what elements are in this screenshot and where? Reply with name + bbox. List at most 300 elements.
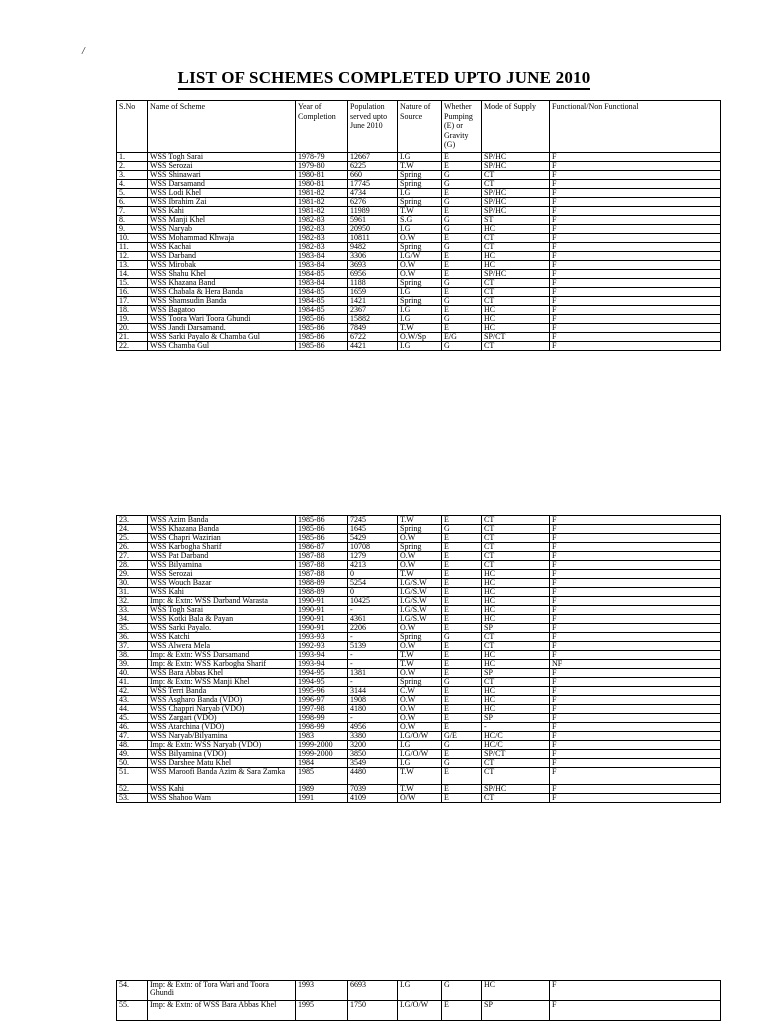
cell-mode: HC (482, 615, 550, 624)
cell-pumping: G (442, 297, 482, 306)
cell-functional: F (550, 579, 721, 588)
cell-name: WSS Darband (148, 252, 296, 261)
cell-pumping: E (442, 642, 482, 651)
cell-source: I.G (398, 153, 442, 162)
table-row (117, 741, 721, 750)
cell-year: 1996-97 (296, 696, 348, 705)
table-row (117, 207, 721, 216)
cell-source: Spring (398, 198, 442, 207)
cell-functional: F (550, 162, 721, 171)
cell-source: O.W (398, 234, 442, 243)
cell-functional: NF (550, 660, 721, 669)
cell-pumping: G (442, 225, 482, 234)
cell-sno: 5. (117, 189, 148, 198)
cell-source: T.W (398, 324, 442, 333)
cell-mode: SP (482, 1001, 550, 1021)
cell-source: I.G/S.W (398, 579, 442, 588)
cell-name: WSS Azim Banda (148, 516, 296, 525)
cell-year: 1985-86 (296, 525, 348, 534)
cell-population: 3693 (348, 261, 398, 270)
table-row (117, 570, 721, 579)
cell-sno: 25. (117, 534, 148, 543)
cell-source: I.G/S.W (398, 606, 442, 615)
cell-name: WSS Mirobak (148, 261, 296, 270)
cell-mode: CT (482, 525, 550, 534)
cell-name: WSS Zargari (VDO) (148, 714, 296, 723)
cell-population: 6276 (348, 198, 398, 207)
cell-mode: HC/C (482, 732, 550, 741)
cell-mode: HC (482, 306, 550, 315)
cell-sno: 30. (117, 579, 148, 588)
cell-population: 4180 (348, 705, 398, 714)
cell-year: 1984-85 (296, 297, 348, 306)
cell-year: 1981-82 (296, 207, 348, 216)
cell-source: S.G (398, 216, 442, 225)
cell-pumping: E (442, 570, 482, 579)
cell-name: Imp: & Extn: WSS Naryab (VDO) (148, 741, 296, 750)
cell-sno: 35. (117, 624, 148, 633)
cell-pumping: E (442, 687, 482, 696)
cell-pumping: E (442, 615, 482, 624)
cell-functional: F (550, 153, 721, 162)
cell-source: I.G (398, 741, 442, 750)
cell-mode: CT (482, 243, 550, 252)
table-row (117, 171, 721, 180)
cell-pumping: E (442, 696, 482, 705)
cell-mode: SP/CT (482, 333, 550, 342)
cell-year: 1988-89 (296, 588, 348, 597)
cell-pumping: E (442, 189, 482, 198)
cell-pumping: G (442, 342, 482, 351)
cell-pumping: E (442, 794, 482, 803)
cell-population: 4421 (348, 342, 398, 351)
cell-pumping: E (442, 750, 482, 759)
cell-year: 1983-84 (296, 261, 348, 270)
cell-population: 6693 (348, 981, 398, 1001)
cell-year: 1993-93 (296, 633, 348, 642)
cell-mode: HC (482, 705, 550, 714)
cell-year: 1993-94 (296, 651, 348, 660)
cell-mode: HC (482, 696, 550, 705)
table-row (117, 768, 721, 785)
cell-functional: F (550, 642, 721, 651)
cell-functional: F (550, 225, 721, 234)
cell-functional: F (550, 615, 721, 624)
table-row (117, 270, 721, 279)
cell-pumping: E (442, 306, 482, 315)
cell-sno: 9. (117, 225, 148, 234)
cell-sno: 14. (117, 270, 148, 279)
cell-year: 1990-91 (296, 597, 348, 606)
cell-year: 1994-95 (296, 669, 348, 678)
cell-mode: SP/HC (482, 189, 550, 198)
cell-population: 7849 (348, 324, 398, 333)
cell-source: T.W (398, 207, 442, 216)
cell-pumping: G (442, 180, 482, 189)
table-row (117, 714, 721, 723)
cell-name: WSS Bilyamina (VDO) (148, 750, 296, 759)
cell-name: WSS Darsamand (148, 180, 296, 189)
cell-population: 11989 (348, 207, 398, 216)
cell-pumping: E (442, 579, 482, 588)
cell-population: 10811 (348, 234, 398, 243)
table-row (117, 794, 721, 803)
cell-population: 5961 (348, 216, 398, 225)
cell-name: WSS Kahi (148, 588, 296, 597)
cell-mode: CT (482, 171, 550, 180)
header-functional: Functional/Non Functional (550, 101, 721, 153)
cell-sno: 2. (117, 162, 148, 171)
cell-functional: F (550, 525, 721, 534)
cell-year: 1987-88 (296, 570, 348, 579)
cell-source: Spring (398, 543, 442, 552)
cell-sno: 24. (117, 525, 148, 534)
cell-functional: F (550, 534, 721, 543)
cell-source: O.W (398, 669, 442, 678)
cell-population: 3549 (348, 759, 398, 768)
cell-source: I.G (398, 306, 442, 315)
cell-population: 2367 (348, 306, 398, 315)
table-row (117, 252, 721, 261)
cell-functional: F (550, 624, 721, 633)
cell-mode: HC (482, 687, 550, 696)
cell-source: O.W (398, 261, 442, 270)
cell-mode: HC (482, 651, 550, 660)
table-row (117, 189, 721, 198)
cell-sno: 6. (117, 198, 148, 207)
cell-name: WSS Lodi Khel (148, 189, 296, 198)
cell-mode: HC (482, 981, 550, 1001)
cell-year: 1986-87 (296, 543, 348, 552)
cell-sno: 42. (117, 687, 148, 696)
table-row (117, 216, 721, 225)
cell-mode: CT (482, 642, 550, 651)
cell-sno: 7. (117, 207, 148, 216)
cell-source: I.G (398, 342, 442, 351)
cell-functional: F (550, 261, 721, 270)
cell-mode: SP (482, 624, 550, 633)
cell-pumping: G (442, 741, 482, 750)
cell-mode: SP/HC (482, 207, 550, 216)
table-row (117, 261, 721, 270)
cell-source: T.W (398, 162, 442, 171)
header-name: Name of Scheme (148, 101, 296, 153)
cell-year: 1993 (296, 981, 348, 1001)
cell-mode: HC (482, 606, 550, 615)
cell-name: Imp: & Extn: of WSS Bara Abbas Khel (148, 1001, 296, 1021)
cell-pumping: G (442, 981, 482, 1001)
cell-functional: F (550, 207, 721, 216)
cell-sno: 48. (117, 741, 148, 750)
cell-functional: F (550, 785, 721, 794)
cell-mode: CT (482, 180, 550, 189)
cell-pumping: E (442, 1001, 482, 1021)
cell-name: WSS Karbogha Sharif (148, 543, 296, 552)
cell-source: O/W (398, 794, 442, 803)
cell-name: Imp: & Extn: WSS Manji Khel (148, 678, 296, 687)
cell-name: WSS Alwera Mela (148, 642, 296, 651)
cell-functional: F (550, 543, 721, 552)
cell-name: WSS Togh Sarai (148, 153, 296, 162)
table-row (117, 705, 721, 714)
cell-population: 9482 (348, 243, 398, 252)
cell-pumping: E (442, 597, 482, 606)
cell-population: 1421 (348, 297, 398, 306)
cell-name: WSS Chappri Naryab (VDO) (148, 705, 296, 714)
cell-pumping: G (442, 759, 482, 768)
cell-year: 1990-91 (296, 615, 348, 624)
cell-pumping: E (442, 270, 482, 279)
table-row (117, 633, 721, 642)
cell-sno: 45. (117, 714, 148, 723)
cell-pumping: E (442, 768, 482, 785)
cell-population: 660 (348, 171, 398, 180)
cell-year: 1999-2000 (296, 741, 348, 750)
cell-sno: 23. (117, 516, 148, 525)
cell-functional: F (550, 279, 721, 288)
header-sno: S.No (117, 101, 148, 153)
cell-name: WSS Katchi (148, 633, 296, 642)
cell-name: WSS Shahu Khel (148, 270, 296, 279)
cell-mode: SP/HC (482, 153, 550, 162)
cell-source: T.W (398, 785, 442, 794)
cell-functional: F (550, 1001, 721, 1021)
cell-functional: F (550, 297, 721, 306)
cell-sno: 28. (117, 561, 148, 570)
cell-functional: F (550, 981, 721, 1001)
cell-functional: F (550, 588, 721, 597)
cell-name: WSS Bilyamina (148, 561, 296, 570)
cell-name: WSS Shinawari (148, 171, 296, 180)
table-row (117, 750, 721, 759)
cell-population: 1908 (348, 696, 398, 705)
cell-functional: F (550, 759, 721, 768)
cell-functional: F (550, 288, 721, 297)
cell-sno: 38. (117, 651, 148, 660)
cell-source: I.G (398, 288, 442, 297)
cell-population: 1645 (348, 525, 398, 534)
table-row (117, 615, 721, 624)
cell-mode: ST (482, 216, 550, 225)
table-row (117, 243, 721, 252)
table-row (117, 561, 721, 570)
cell-year: 1997-98 (296, 705, 348, 714)
cell-pumping: E (442, 785, 482, 794)
cell-population: 17745 (348, 180, 398, 189)
cell-name: WSS Mohammad Khwaja (148, 234, 296, 243)
table-row (117, 678, 721, 687)
cell-mode: HC (482, 660, 550, 669)
cell-sno: 51. (117, 768, 148, 785)
cell-year: 1985-86 (296, 315, 348, 324)
cell-pumping: E (442, 588, 482, 597)
cell-mode: CT (482, 759, 550, 768)
cell-sno: 47. (117, 732, 148, 741)
cell-functional: F (550, 705, 721, 714)
cell-population: - (348, 651, 398, 660)
cell-population: 4734 (348, 189, 398, 198)
cell-population: 10425 (348, 597, 398, 606)
cell-pumping: G (442, 243, 482, 252)
cell-name: WSS Shamsudin Banda (148, 297, 296, 306)
cell-pumping: E (442, 261, 482, 270)
table-row (117, 759, 721, 768)
header-year: Year of Completion (296, 101, 348, 153)
table-row (117, 234, 721, 243)
cell-pumping: E (442, 651, 482, 660)
schemes-table-part-2 (116, 515, 721, 803)
cell-pumping: E (442, 234, 482, 243)
cell-name: WSS Khazana Band (148, 279, 296, 288)
cell-source: Spring (398, 297, 442, 306)
cell-functional: F (550, 651, 721, 660)
cell-year: 1990-91 (296, 624, 348, 633)
cell-year: 1991 (296, 794, 348, 803)
cell-mode: HC (482, 261, 550, 270)
table-row (117, 180, 721, 189)
cell-year: 1987-88 (296, 552, 348, 561)
cell-year: 1984-85 (296, 306, 348, 315)
cell-year: 1982-83 (296, 234, 348, 243)
cell-mode: CT (482, 678, 550, 687)
cell-mode: HC (482, 252, 550, 261)
page-title (0, 68, 768, 88)
cell-year: 1983-84 (296, 252, 348, 261)
cell-sno: 16. (117, 288, 148, 297)
cell-population: 1279 (348, 552, 398, 561)
cell-mode: HC/C (482, 741, 550, 750)
cell-name: WSS Shahoo Wam (148, 794, 296, 803)
cell-mode: CT (482, 288, 550, 297)
cell-sno: 53. (117, 794, 148, 803)
cell-functional: F (550, 216, 721, 225)
header-pumping: Whether Pumping (E) or Gravity (G) (442, 101, 482, 153)
table-row (117, 642, 721, 651)
cell-functional: F (550, 516, 721, 525)
cell-functional: F (550, 696, 721, 705)
cell-mode: - (482, 723, 550, 732)
cell-mode: HC (482, 579, 550, 588)
cell-pumping: E/G (442, 333, 482, 342)
cell-population: 6722 (348, 333, 398, 342)
cell-population: 3200 (348, 741, 398, 750)
cell-sno: 34. (117, 615, 148, 624)
cell-functional: F (550, 342, 721, 351)
table-row (117, 297, 721, 306)
cell-source: O.W (398, 624, 442, 633)
cell-pumping: G (442, 171, 482, 180)
cell-functional: F (550, 723, 721, 732)
cell-sno: 21. (117, 333, 148, 342)
cell-source: O.W (398, 696, 442, 705)
cell-name: WSS Jandi Darsamand. (148, 324, 296, 333)
table-row (117, 342, 721, 351)
table-row (117, 225, 721, 234)
cell-pumping: E (442, 153, 482, 162)
cell-source: O.W (398, 270, 442, 279)
cell-source: I.G/O/W (398, 732, 442, 741)
cell-population: 4480 (348, 768, 398, 785)
cell-pumping: E (442, 207, 482, 216)
cell-source: Spring (398, 171, 442, 180)
cell-mode: CT (482, 543, 550, 552)
cell-pumping: E (442, 543, 482, 552)
cell-population: 0 (348, 570, 398, 579)
cell-sno: 18. (117, 306, 148, 315)
cell-name: WSS Ibrahim Zai (148, 198, 296, 207)
table-row (117, 516, 721, 525)
cell-pumping: G (442, 279, 482, 288)
cell-sno: 39. (117, 660, 148, 669)
cell-year: 1983-84 (296, 279, 348, 288)
cell-sno: 40. (117, 669, 148, 678)
cell-pumping: G/E (442, 732, 482, 741)
cell-mode: CT (482, 561, 550, 570)
cell-name: WSS Sarki Payalo & Chamba Gul (148, 333, 296, 342)
cell-functional: F (550, 669, 721, 678)
cell-functional: F (550, 732, 721, 741)
header-population: Population served upto June 2010 (348, 101, 398, 153)
cell-year: 1992-93 (296, 642, 348, 651)
cell-population: - (348, 714, 398, 723)
cell-pumping: E (442, 324, 482, 333)
cell-population: 7039 (348, 785, 398, 794)
cell-population: 3306 (348, 252, 398, 261)
cell-name: WSS Serozai (148, 162, 296, 171)
cell-year: 1985-86 (296, 534, 348, 543)
cell-functional: F (550, 714, 721, 723)
cell-pumping: G (442, 315, 482, 324)
table-row (117, 288, 721, 297)
cell-year: 1999-2000 (296, 750, 348, 759)
cell-source: I.G (398, 315, 442, 324)
table-row (117, 660, 721, 669)
cell-year: 1989 (296, 785, 348, 794)
cell-mode: HC (482, 324, 550, 333)
cell-sno: 43. (117, 696, 148, 705)
cell-functional: F (550, 741, 721, 750)
cell-mode: SP/HC (482, 270, 550, 279)
cell-year: 1994-95 (296, 678, 348, 687)
table-row (117, 669, 721, 678)
cell-source: O.W (398, 534, 442, 543)
cell-name: WSS Maroofi Banda Azim & Sara Zamka (148, 768, 296, 785)
cell-sno: 8. (117, 216, 148, 225)
cell-source: O.W (398, 561, 442, 570)
cell-population: 3380 (348, 732, 398, 741)
cell-functional: F (550, 633, 721, 642)
cell-name: WSS Pat Darband (148, 552, 296, 561)
table-row (117, 324, 721, 333)
cell-pumping: G (442, 525, 482, 534)
cell-functional: F (550, 315, 721, 324)
cell-source: I.G/S.W (398, 597, 442, 606)
cell-name: WSS Sarki Payalo. (148, 624, 296, 633)
cell-source: C.W (398, 687, 442, 696)
cell-sno: 46. (117, 723, 148, 732)
cell-source: Spring (398, 279, 442, 288)
cell-population: 5429 (348, 534, 398, 543)
table-row (117, 606, 721, 615)
cell-population: 5139 (348, 642, 398, 651)
cell-pumping: G (442, 216, 482, 225)
table-row (117, 315, 721, 324)
cell-pumping: E (442, 624, 482, 633)
table-row (117, 732, 721, 741)
cell-year: 1982-83 (296, 243, 348, 252)
cell-mode: SP/HC (482, 198, 550, 207)
cell-year: 1993-94 (296, 660, 348, 669)
